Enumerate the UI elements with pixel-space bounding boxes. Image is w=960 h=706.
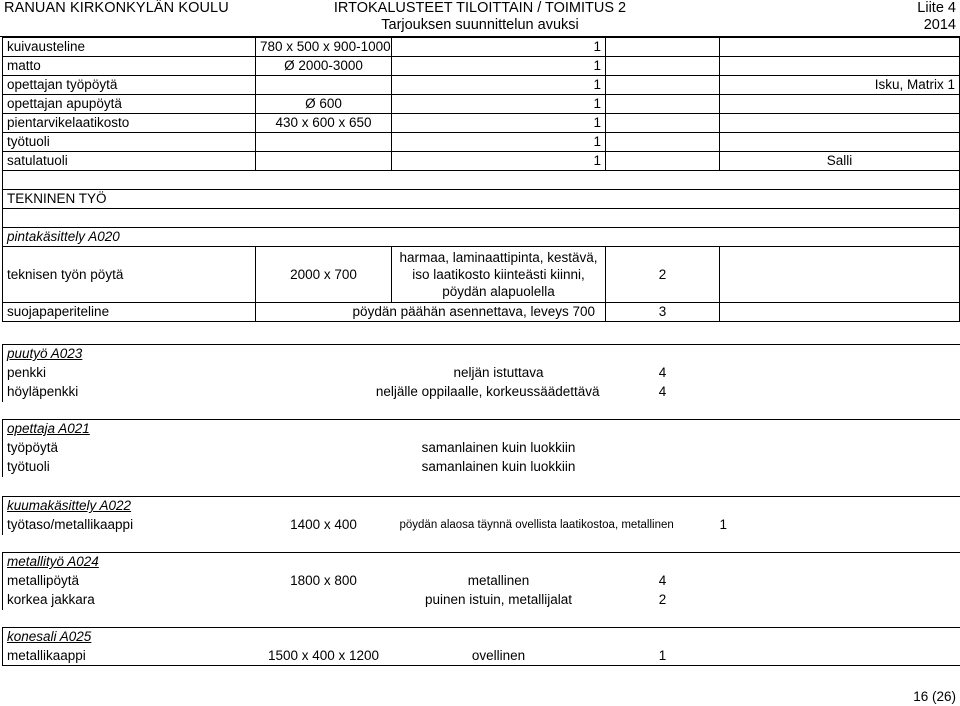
item-size: Ø 2000-3000 [256,57,392,76]
subsection-heading: konesali A025 [3,628,960,647]
table-row [3,114,960,133]
item-qty: 1 [392,133,606,152]
item-qty: 4 [658,365,667,380]
item-qty: 4 [658,384,667,399]
puutyo-section [2,344,960,402]
item-qty: 1 [392,95,606,114]
table-row [3,152,960,171]
item-qty: 2 [658,592,667,607]
table-row [3,364,960,383]
item-note [606,152,720,171]
item-name: metallipöytä [3,572,256,591]
subsection-row [3,228,960,247]
table-row [3,591,960,610]
subsection-heading: metallityö A024 [3,553,960,572]
subsection-heading: kuumakäsittely A022 [3,497,960,516]
item-description: neljän istuttava [453,365,544,380]
school-name: RANUAN KIRKONKYLÄN KOULU [4,0,229,16]
item-qty [606,439,720,458]
item-qty: 1 [392,76,606,95]
item-name: pientarvikelaatikosto [3,114,256,133]
table-row [3,209,960,228]
table-row [3,133,960,152]
item-size: 780 x 500 x 900-1000 [256,38,392,57]
table-row [3,572,960,591]
item-note [606,114,720,133]
table-row [3,516,960,535]
item-qty: 3 [606,303,720,322]
metallityo-section [2,552,960,610]
item-qty: 4 [658,573,667,588]
table-row [3,439,960,458]
item-extra [720,38,960,57]
subsection-heading: opettaja A021 [3,420,960,439]
section-title-row [3,190,960,209]
item-name: työpöytä [3,439,256,458]
item-qty: 1 [606,647,720,666]
item-extra [720,364,960,383]
item-name: matto [3,57,256,76]
furniture-table [2,37,960,322]
item-note [606,133,720,152]
item-size: 2000 x 700 [256,247,392,303]
table-row [3,95,960,114]
document-title: IRTOKALUSTEET TILOITTAIN / TOIMITUS 2 [333,0,627,16]
item-extra [720,439,960,458]
konesali-section [2,627,960,666]
section-title: TEKNINEN TYÖ [3,190,960,209]
item-name: opettajan apupöytä [3,95,256,114]
item-extra [720,95,960,114]
item-size [256,458,392,477]
item-size: 1400 x 400 [290,517,357,532]
item-name: penkki [3,364,256,383]
item-qty [606,458,720,477]
item-size: Ø 600 [256,95,392,114]
item-size [256,152,392,171]
item-note [606,38,720,57]
subsection-heading: puutyö A023 [3,345,960,364]
item-qty: 1 [392,38,606,57]
item-extra [720,591,960,610]
item-extra [720,247,960,303]
item-name: työtuoli [3,458,256,477]
item-description: pöydän päähän asennettava, leveys 700 [256,303,606,322]
subsection-heading: pintakäsittely A020 [3,228,960,247]
empty-row [3,209,960,228]
item-qty: 2 [606,247,720,303]
item-size [256,439,392,458]
table-row [3,458,960,477]
item-size [256,591,392,610]
item-size [256,76,392,95]
item-qty: 1 [719,517,728,532]
empty-row [3,171,960,190]
item-size [256,133,392,152]
item-size: 430 x 600 x 650 [256,114,392,133]
item-name: työtuoli [3,133,256,152]
item-extra [720,647,960,666]
item-extra [720,57,960,76]
item-qty: 1 [392,152,606,171]
item-extra [720,572,960,591]
item-note [606,95,720,114]
item-size: 1500 x 400 x 1200 [256,647,392,666]
item-description: pöydän alaosa täynnä ovellista laatikostoa, metallinen [399,519,674,531]
table-row [3,647,960,666]
year-label: 2014 [923,17,956,33]
item-extra [720,133,960,152]
table-row [3,247,960,303]
opettaja-section [2,419,960,477]
item-name: kuivausteline [3,38,256,57]
item-description: samanlainen kuin luokkiin [421,459,576,474]
item-extra [720,383,960,402]
item-name: satulatuoli [3,152,256,171]
page-number: 16 (26) [913,689,956,704]
item-name: höyläpenkki [3,383,256,402]
item-name: opettajan työpöytä [3,76,256,95]
item-extra [720,458,960,477]
item-qty: 1 [392,57,606,76]
item-note [606,76,720,95]
item-name: suojapaperiteline [3,303,256,322]
appendix-label: Liite 4 [917,0,956,16]
item-extra: Isku, Matrix 1 [720,76,960,95]
appendix-block [917,0,956,34]
table-row [3,303,960,322]
item-size [256,364,392,383]
item-extra [720,303,960,322]
table-row [3,57,960,76]
item-description: harmaa, laminaattipinta, kestävä, iso laatikosto kiinteästi kiinni, pöydän alapuolella [392,247,606,303]
kuumakasittely-section [2,496,960,535]
item-qty: 1 [392,114,606,133]
item-description: puinen istuin, metallijalat [424,592,573,607]
item-description: neljälle oppilaalle, korkeussäädettävä [375,384,600,399]
item-note [606,57,720,76]
table-row [3,38,960,57]
item-name: teknisen työn pöytä [3,247,256,303]
table-row [3,171,960,190]
item-name: korkea jakkara [3,591,256,610]
item-extra: Salli [720,152,960,171]
document-subtitle: Tarjouksen suunnittelun avuksi [381,17,579,33]
item-name: metallikaappi [3,647,256,666]
item-extra [720,114,960,133]
item-description: samanlainen kuin luokkiin [421,440,576,455]
item-description: metallinen [467,573,530,588]
table-row [3,383,960,402]
table-row [3,76,960,95]
item-description: ovellinen [392,647,606,666]
document-title-block [330,0,630,34]
item-name: työtaso/metallikaappi [3,516,256,535]
item-size: 1800 x 800 [290,573,357,588]
